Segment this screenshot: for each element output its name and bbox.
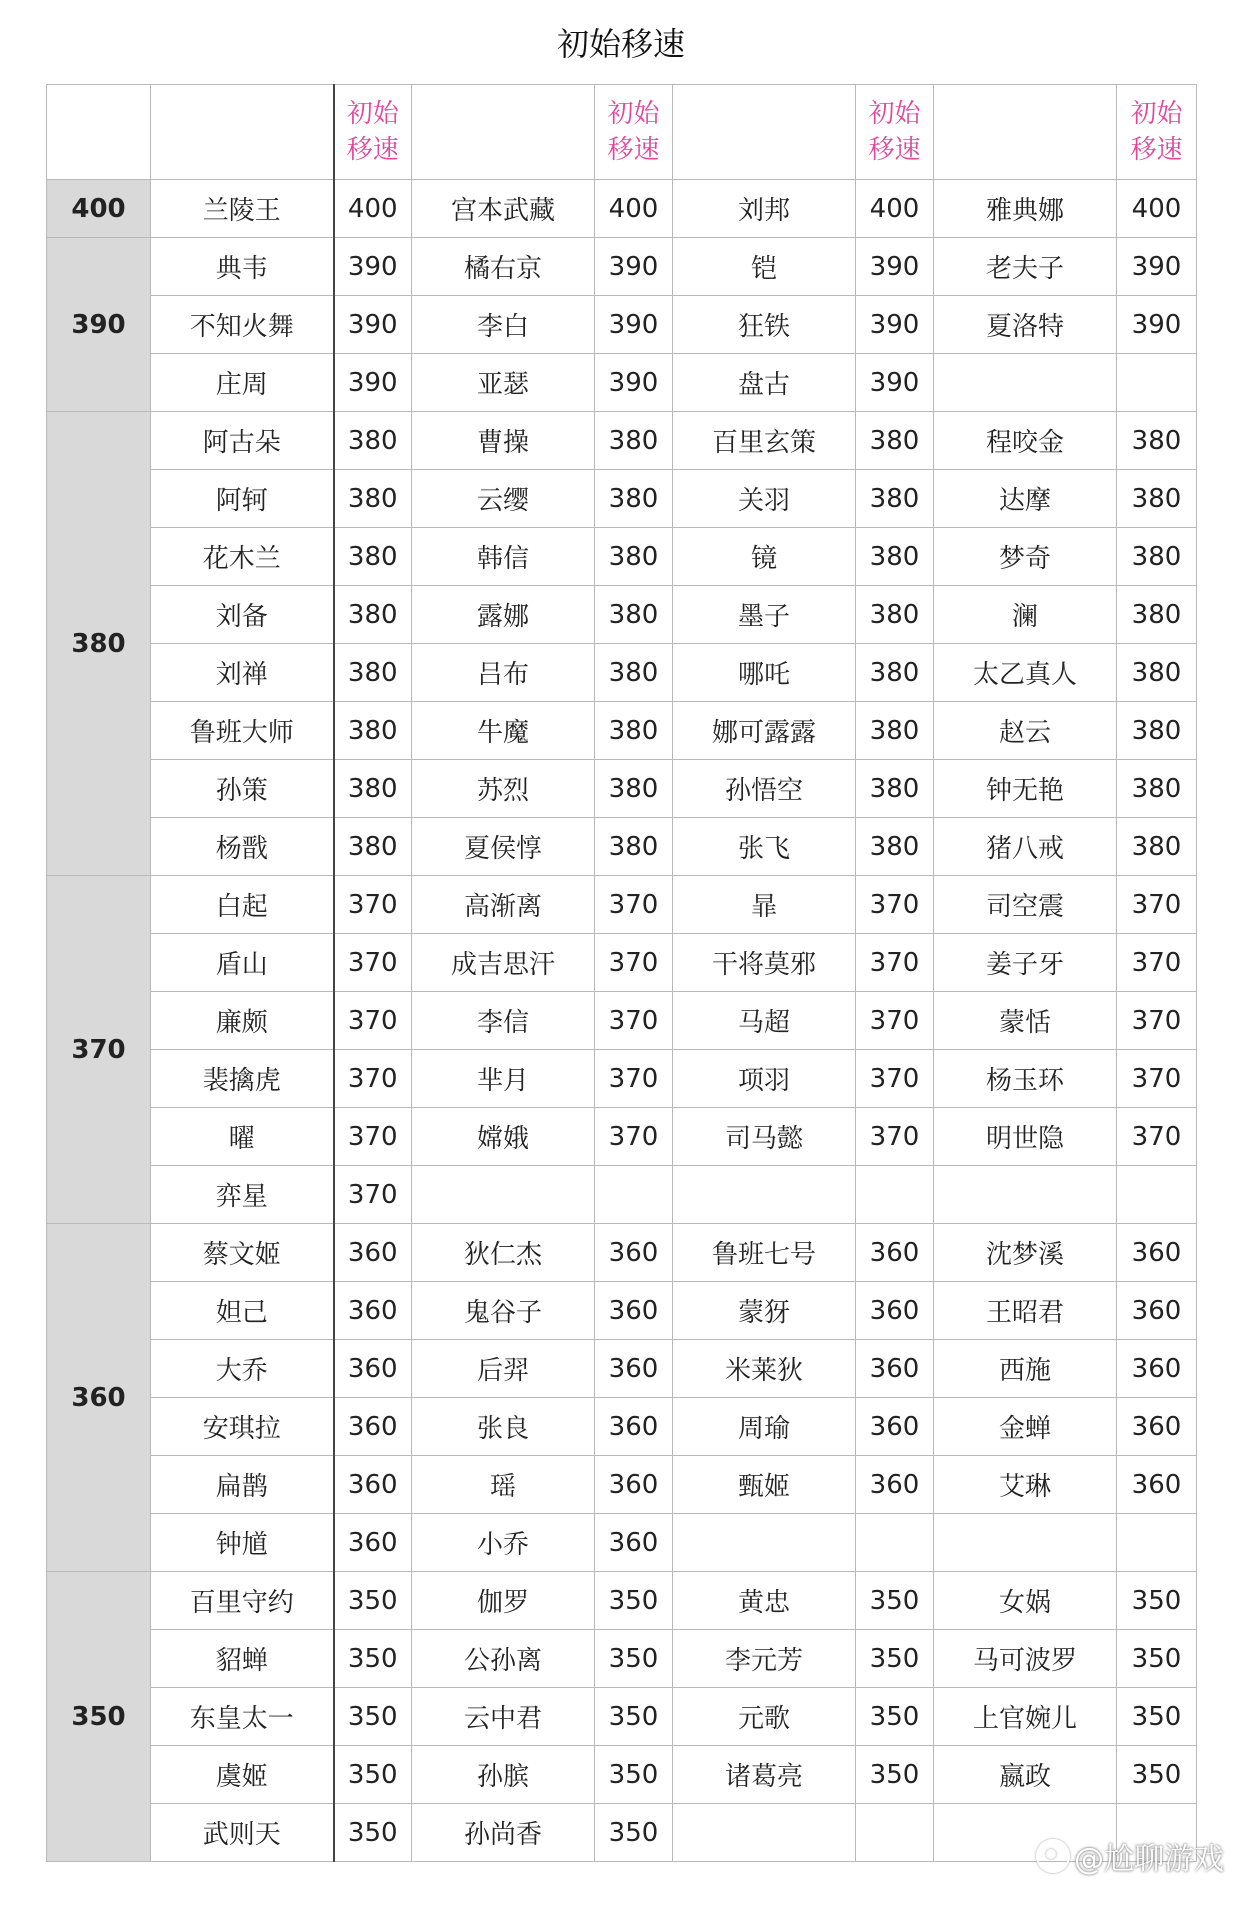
hero-name-cell: 元歌 [673, 1688, 856, 1746]
hero-speed-cell: 350 [856, 1688, 934, 1746]
table-row [47, 1456, 1197, 1514]
hero-speed-cell: 380 [856, 586, 934, 644]
hero-speed-cell: 350 [334, 1572, 412, 1630]
hero-speed-cell: 380 [334, 644, 412, 702]
hero-name-cell: 明世隐 [934, 1108, 1117, 1166]
hero-speed-cell: 380 [856, 760, 934, 818]
hero-name-cell: 狂铁 [673, 296, 856, 354]
hero-speed-cell: 380 [334, 528, 412, 586]
hero-name-cell: 后羿 [412, 1340, 595, 1398]
hero-name-cell: 哪吒 [673, 644, 856, 702]
hero-speed-cell: 380 [856, 644, 934, 702]
hero-speed-cell: 370 [595, 1050, 673, 1108]
hero-name-cell: 马可波罗 [934, 1630, 1117, 1688]
hero-speed-cell: 350 [595, 1630, 673, 1688]
hero-speed-cell: 350 [856, 1746, 934, 1804]
hero-name-cell: 弈星 [151, 1166, 334, 1224]
hero-name-cell: 上官婉儿 [934, 1688, 1117, 1746]
hero-speed-cell: 380 [595, 760, 673, 818]
watermark [1036, 1834, 1224, 1878]
table-row [47, 354, 1197, 412]
hero-speed-cell: 360 [334, 1456, 412, 1514]
hero-name-cell: 典韦 [151, 238, 334, 296]
hero-name-cell: 盘古 [673, 354, 856, 412]
hero-speed-cell: 360 [595, 1224, 673, 1282]
hero-speed-cell: 380 [1117, 760, 1197, 818]
hero-name-cell: 宫本武藏 [412, 180, 595, 238]
hero-speed-cell: 370 [595, 934, 673, 992]
speed-group-label: 380 [47, 412, 151, 876]
hero-speed-cell: 400 [595, 180, 673, 238]
hero-speed-cell: 380 [334, 586, 412, 644]
hero-name-cell: 裴擒虎 [151, 1050, 334, 1108]
header-empty-hero [412, 85, 595, 180]
hero-name-cell: 庄周 [151, 354, 334, 412]
hero-speed-cell: 360 [334, 1224, 412, 1282]
table-row [47, 818, 1197, 876]
hero-speed-cell: 380 [1117, 412, 1197, 470]
header-speed-label: 初始 移速 [856, 85, 934, 180]
hero-speed-cell: 380 [1117, 818, 1197, 876]
hero-name-cell: 廉颇 [151, 992, 334, 1050]
page-title: 初始移速 [556, 25, 685, 63]
table-row [47, 1050, 1197, 1108]
hero-speed-cell [1117, 1514, 1197, 1572]
table-row [47, 1746, 1197, 1804]
hero-name-cell [412, 1166, 595, 1224]
header-empty-hero [151, 85, 334, 180]
hero-name-cell: 兰陵王 [151, 180, 334, 238]
hero-speed-cell: 350 [334, 1746, 412, 1804]
hero-speed-cell [856, 1166, 934, 1224]
hero-name-cell: 诸葛亮 [673, 1746, 856, 1804]
hero-name-cell: 芈月 [412, 1050, 595, 1108]
hero-name-cell: 白起 [151, 876, 334, 934]
hero-name-cell: 夏洛特 [934, 296, 1117, 354]
hero-name-cell: 扁鹊 [151, 1456, 334, 1514]
table-row [47, 470, 1197, 528]
hero-name-cell: 安琪拉 [151, 1398, 334, 1456]
hero-speed-cell: 360 [856, 1340, 934, 1398]
hero-name-cell: 老夫子 [934, 238, 1117, 296]
hero-name-cell: 墨子 [673, 586, 856, 644]
hero-name-cell: 嬴政 [934, 1746, 1117, 1804]
hero-speed-cell: 390 [334, 354, 412, 412]
hero-speed-cell: 360 [1117, 1340, 1197, 1398]
hero-speed-cell: 380 [595, 818, 673, 876]
hero-name-cell: 铠 [673, 238, 856, 296]
hero-speed-cell: 360 [334, 1398, 412, 1456]
hero-speed-cell: 360 [856, 1224, 934, 1282]
hero-speed-cell: 380 [856, 412, 934, 470]
hero-name-cell [934, 1166, 1117, 1224]
hero-speed-cell: 400 [856, 180, 934, 238]
hero-name-cell: 澜 [934, 586, 1117, 644]
hero-name-cell: 艾琳 [934, 1456, 1117, 1514]
hero-speed-cell: 360 [856, 1282, 934, 1340]
hero-speed-cell: 360 [595, 1340, 673, 1398]
table-row [47, 1804, 1197, 1862]
hero-speed-cell: 360 [1117, 1398, 1197, 1456]
hero-name-cell: 高渐离 [412, 876, 595, 934]
hero-name-cell: 狄仁杰 [412, 1224, 595, 1282]
hero-name-cell: 曹操 [412, 412, 595, 470]
hero-name-cell: 司空震 [934, 876, 1117, 934]
hero-name-cell: 成吉思汗 [412, 934, 595, 992]
hero-name-cell: 吕布 [412, 644, 595, 702]
hero-speed-cell: 350 [334, 1630, 412, 1688]
hero-name-cell: 云中君 [412, 1688, 595, 1746]
hero-name-cell: 暃 [673, 876, 856, 934]
speed-group-label: 400 [47, 180, 151, 238]
hero-speed-cell [856, 1804, 934, 1862]
hero-speed-cell: 380 [595, 412, 673, 470]
hero-speed-cell: 370 [595, 1108, 673, 1166]
hero-speed-cell: 350 [856, 1630, 934, 1688]
hero-name-cell [673, 1804, 856, 1862]
header-empty-hero [673, 85, 856, 180]
table-row [47, 1340, 1197, 1398]
hero-name-cell [934, 1514, 1117, 1572]
hero-speed-cell: 390 [334, 238, 412, 296]
hero-speed-cell: 390 [1117, 296, 1197, 354]
watermark-text: @尬聊游戏 [1074, 1842, 1224, 1877]
speed-group-label: 350 [47, 1572, 151, 1862]
hero-speed-cell: 400 [1117, 180, 1197, 238]
hero-speed-cell: 380 [1117, 702, 1197, 760]
hero-speed-cell: 370 [334, 992, 412, 1050]
hero-name-cell: 钟馗 [151, 1514, 334, 1572]
hero-speed-cell: 350 [595, 1804, 673, 1862]
hero-speed-cell [856, 1514, 934, 1572]
hero-name-cell: 镜 [673, 528, 856, 586]
hero-name-cell: 刘禅 [151, 644, 334, 702]
hero-name-cell: 李信 [412, 992, 595, 1050]
speed-group-label: 390 [47, 238, 151, 412]
hero-name-cell: 百里玄策 [673, 412, 856, 470]
hero-speed-cell: 380 [856, 702, 934, 760]
hero-name-cell: 项羽 [673, 1050, 856, 1108]
hero-name-cell: 蔡文姬 [151, 1224, 334, 1282]
hero-name-cell: 王昭君 [934, 1282, 1117, 1340]
hero-speed-cell: 390 [334, 296, 412, 354]
hero-speed-cell: 380 [1117, 528, 1197, 586]
table-row [47, 528, 1197, 586]
hero-name-cell: 鲁班七号 [673, 1224, 856, 1282]
hero-name-cell: 露娜 [412, 586, 595, 644]
table-row [47, 1282, 1197, 1340]
hero-name-cell: 达摩 [934, 470, 1117, 528]
hero-speed-cell: 360 [856, 1398, 934, 1456]
hero-name-cell: 韩信 [412, 528, 595, 586]
hero-name-cell [673, 1166, 856, 1224]
hero-speed-cell: 370 [1117, 876, 1197, 934]
hero-name-cell: 女娲 [934, 1572, 1117, 1630]
hero-name-cell: 盾山 [151, 934, 334, 992]
hero-name-cell: 鬼谷子 [412, 1282, 595, 1340]
speed-group-label: 370 [47, 876, 151, 1224]
hero-name-cell: 张良 [412, 1398, 595, 1456]
hero-speed-cell: 380 [595, 702, 673, 760]
hero-name-cell: 孙策 [151, 760, 334, 818]
hero-speed-cell [1117, 354, 1197, 412]
hero-speed-cell: 380 [334, 412, 412, 470]
speed-group-label: 360 [47, 1224, 151, 1572]
hero-name-cell: 刘备 [151, 586, 334, 644]
hero-speed-cell: 370 [334, 1166, 412, 1224]
table-row [47, 760, 1197, 818]
table-row [47, 1108, 1197, 1166]
hero-name-cell: 赵云 [934, 702, 1117, 760]
header-speed-label: 初始 移速 [1117, 85, 1197, 180]
hero-speed-cell: 350 [595, 1572, 673, 1630]
hero-speed-cell: 370 [856, 934, 934, 992]
hero-speed-cell: 390 [856, 238, 934, 296]
table-row [47, 1514, 1197, 1572]
hero-name-cell: 杨玉环 [934, 1050, 1117, 1108]
hero-name-cell: 苏烈 [412, 760, 595, 818]
hero-speed-cell [1117, 1166, 1197, 1224]
hero-name-cell: 亚瑟 [412, 354, 595, 412]
hero-speed-cell: 380 [334, 760, 412, 818]
hero-name-cell: 阿轲 [151, 470, 334, 528]
hero-name-cell: 太乙真人 [934, 644, 1117, 702]
hero-speed-cell: 360 [595, 1514, 673, 1572]
hero-speed-cell: 360 [334, 1282, 412, 1340]
hero-speed-cell: 370 [1117, 992, 1197, 1050]
hero-name-cell: 阿古朵 [151, 412, 334, 470]
hero-speed-cell: 360 [1117, 1456, 1197, 1514]
hero-speed-cell: 370 [856, 876, 934, 934]
hero-name-cell: 姜子牙 [934, 934, 1117, 992]
hero-speed-cell [595, 1166, 673, 1224]
hero-speed-cell: 360 [334, 1340, 412, 1398]
hero-name-cell: 瑶 [412, 1456, 595, 1514]
hero-name-cell: 孙尚香 [412, 1804, 595, 1862]
header-speed-label: 初始 移速 [334, 85, 412, 180]
hero-speed-cell: 360 [595, 1456, 673, 1514]
hero-speed-cell: 350 [334, 1688, 412, 1746]
hero-name-cell: 金蝉 [934, 1398, 1117, 1456]
watermark-logo-icon [1036, 1839, 1070, 1873]
hero-speed-cell: 380 [595, 528, 673, 586]
table-row [47, 586, 1197, 644]
hero-name-cell: 马超 [673, 992, 856, 1050]
hero-name-cell: 孙膑 [412, 1746, 595, 1804]
hero-name-cell: 钟无艳 [934, 760, 1117, 818]
hero-name-cell: 妲己 [151, 1282, 334, 1340]
hero-name-cell: 孙悟空 [673, 760, 856, 818]
hero-name-cell: 东皇太一 [151, 1688, 334, 1746]
hero-speed-cell: 370 [1117, 934, 1197, 992]
table-row [47, 238, 1197, 296]
table-row [47, 876, 1197, 934]
hero-name-cell: 大乔 [151, 1340, 334, 1398]
hero-speed-cell: 370 [334, 934, 412, 992]
hero-name-cell: 梦奇 [934, 528, 1117, 586]
hero-name-cell: 蒙恬 [934, 992, 1117, 1050]
hero-name-cell: 甄姬 [673, 1456, 856, 1514]
hero-speed-cell: 360 [1117, 1282, 1197, 1340]
hero-speed-cell: 370 [595, 992, 673, 1050]
hero-name-cell: 橘右京 [412, 238, 595, 296]
hero-name-cell: 刘邦 [673, 180, 856, 238]
hero-speed-cell: 380 [595, 644, 673, 702]
hero-speed-cell: 390 [595, 238, 673, 296]
table-row [47, 992, 1197, 1050]
hero-name-cell: 云缨 [412, 470, 595, 528]
hero-speed-cell: 380 [856, 528, 934, 586]
hero-speed-cell: 350 [595, 1688, 673, 1746]
hero-speed-cell: 350 [595, 1746, 673, 1804]
hero-speed-cell: 380 [856, 470, 934, 528]
hero-name-cell: 小乔 [412, 1514, 595, 1572]
hero-speed-cell: 360 [1117, 1224, 1197, 1282]
hero-speed-cell: 350 [1117, 1746, 1197, 1804]
hero-speed-cell: 370 [856, 1050, 934, 1108]
hero-name-cell: 公孙离 [412, 1630, 595, 1688]
hero-name-cell: 虞姬 [151, 1746, 334, 1804]
hero-name-cell: 夏侯惇 [412, 818, 595, 876]
hero-speed-cell: 350 [1117, 1630, 1197, 1688]
hero-speed-cell: 380 [1117, 586, 1197, 644]
hero-name-cell: 百里守约 [151, 1572, 334, 1630]
hero-speed-cell: 370 [856, 1108, 934, 1166]
hero-speed-cell: 350 [1117, 1572, 1197, 1630]
hero-name-cell: 张飞 [673, 818, 856, 876]
hero-speed-cell: 370 [1117, 1050, 1197, 1108]
hero-speed-cell: 380 [856, 818, 934, 876]
hero-speed-cell: 390 [856, 354, 934, 412]
hero-name-cell: 牛魔 [412, 702, 595, 760]
header-speed-label: 初始 移速 [595, 85, 673, 180]
header-empty-group [47, 85, 151, 180]
hero-name-cell: 猪八戒 [934, 818, 1117, 876]
hero-speed-cell: 360 [595, 1282, 673, 1340]
hero-name-cell: 米莱狄 [673, 1340, 856, 1398]
table-row [47, 702, 1197, 760]
hero-speed-cell: 380 [1117, 470, 1197, 528]
hero-name-cell: 伽罗 [412, 1572, 595, 1630]
hero-speed-cell: 370 [334, 876, 412, 934]
hero-name-cell: 嫦娥 [412, 1108, 595, 1166]
hero-name-cell: 曜 [151, 1108, 334, 1166]
hero-speed-cell: 370 [856, 992, 934, 1050]
hero-speed-cell: 370 [595, 876, 673, 934]
hero-speed-cell: 400 [334, 180, 412, 238]
hero-name-cell: 蒙犽 [673, 1282, 856, 1340]
table-row [47, 1572, 1197, 1630]
hero-name-cell [934, 354, 1117, 412]
hero-name-cell: 花木兰 [151, 528, 334, 586]
hero-name-cell: 雅典娜 [934, 180, 1117, 238]
table-row [47, 934, 1197, 992]
hero-speed-cell: 350 [334, 1804, 412, 1862]
hero-name-cell: 李元芳 [673, 1630, 856, 1688]
table-row [47, 1630, 1197, 1688]
hero-speed-cell: 370 [334, 1050, 412, 1108]
hero-name-cell: 司马懿 [673, 1108, 856, 1166]
table-row [47, 1398, 1197, 1456]
hero-speed-cell: 380 [595, 586, 673, 644]
hero-speed-table [46, 84, 1197, 1862]
table-row [47, 644, 1197, 702]
hero-speed-cell: 360 [595, 1398, 673, 1456]
table-row [47, 1688, 1197, 1746]
hero-speed-cell: 380 [334, 470, 412, 528]
hero-name-cell: 干将莫邪 [673, 934, 856, 992]
hero-speed-cell: 380 [1117, 644, 1197, 702]
hero-speed-cell: 360 [856, 1456, 934, 1514]
hero-speed-cell: 350 [1117, 1688, 1197, 1746]
hero-speed-cell: 380 [334, 702, 412, 760]
hero-name-cell: 程咬金 [934, 412, 1117, 470]
hero-speed-cell: 390 [595, 296, 673, 354]
hero-name-cell: 鲁班大师 [151, 702, 334, 760]
hero-name-cell: 关羽 [673, 470, 856, 528]
table-row [47, 1224, 1197, 1282]
table-row [47, 1166, 1197, 1224]
hero-speed-cell: 350 [856, 1572, 934, 1630]
hero-speed-cell: 380 [334, 818, 412, 876]
hero-name-cell: 西施 [934, 1340, 1117, 1398]
hero-name-cell: 武则天 [151, 1804, 334, 1862]
hero-speed-cell: 370 [1117, 1108, 1197, 1166]
table-row [47, 412, 1197, 470]
hero-speed-cell: 360 [334, 1514, 412, 1572]
hero-name-cell: 李白 [412, 296, 595, 354]
hero-speed-cell: 390 [1117, 238, 1197, 296]
hero-name-cell: 周瑜 [673, 1398, 856, 1456]
hero-speed-cell: 390 [856, 296, 934, 354]
hero-name-cell: 不知火舞 [151, 296, 334, 354]
hero-name-cell: 杨戬 [151, 818, 334, 876]
table-row [47, 180, 1197, 238]
hero-name-cell: 黄忠 [673, 1572, 856, 1630]
header-empty-hero [934, 85, 1117, 180]
hero-speed-cell: 390 [595, 354, 673, 412]
header-row [47, 85, 1197, 180]
hero-name-cell: 貂蝉 [151, 1630, 334, 1688]
hero-speed-cell: 370 [334, 1108, 412, 1166]
hero-name-cell [673, 1514, 856, 1572]
hero-speed-cell: 380 [595, 470, 673, 528]
table-row [47, 296, 1197, 354]
hero-name-cell: 沈梦溪 [934, 1224, 1117, 1282]
hero-name-cell: 娜可露露 [673, 702, 856, 760]
